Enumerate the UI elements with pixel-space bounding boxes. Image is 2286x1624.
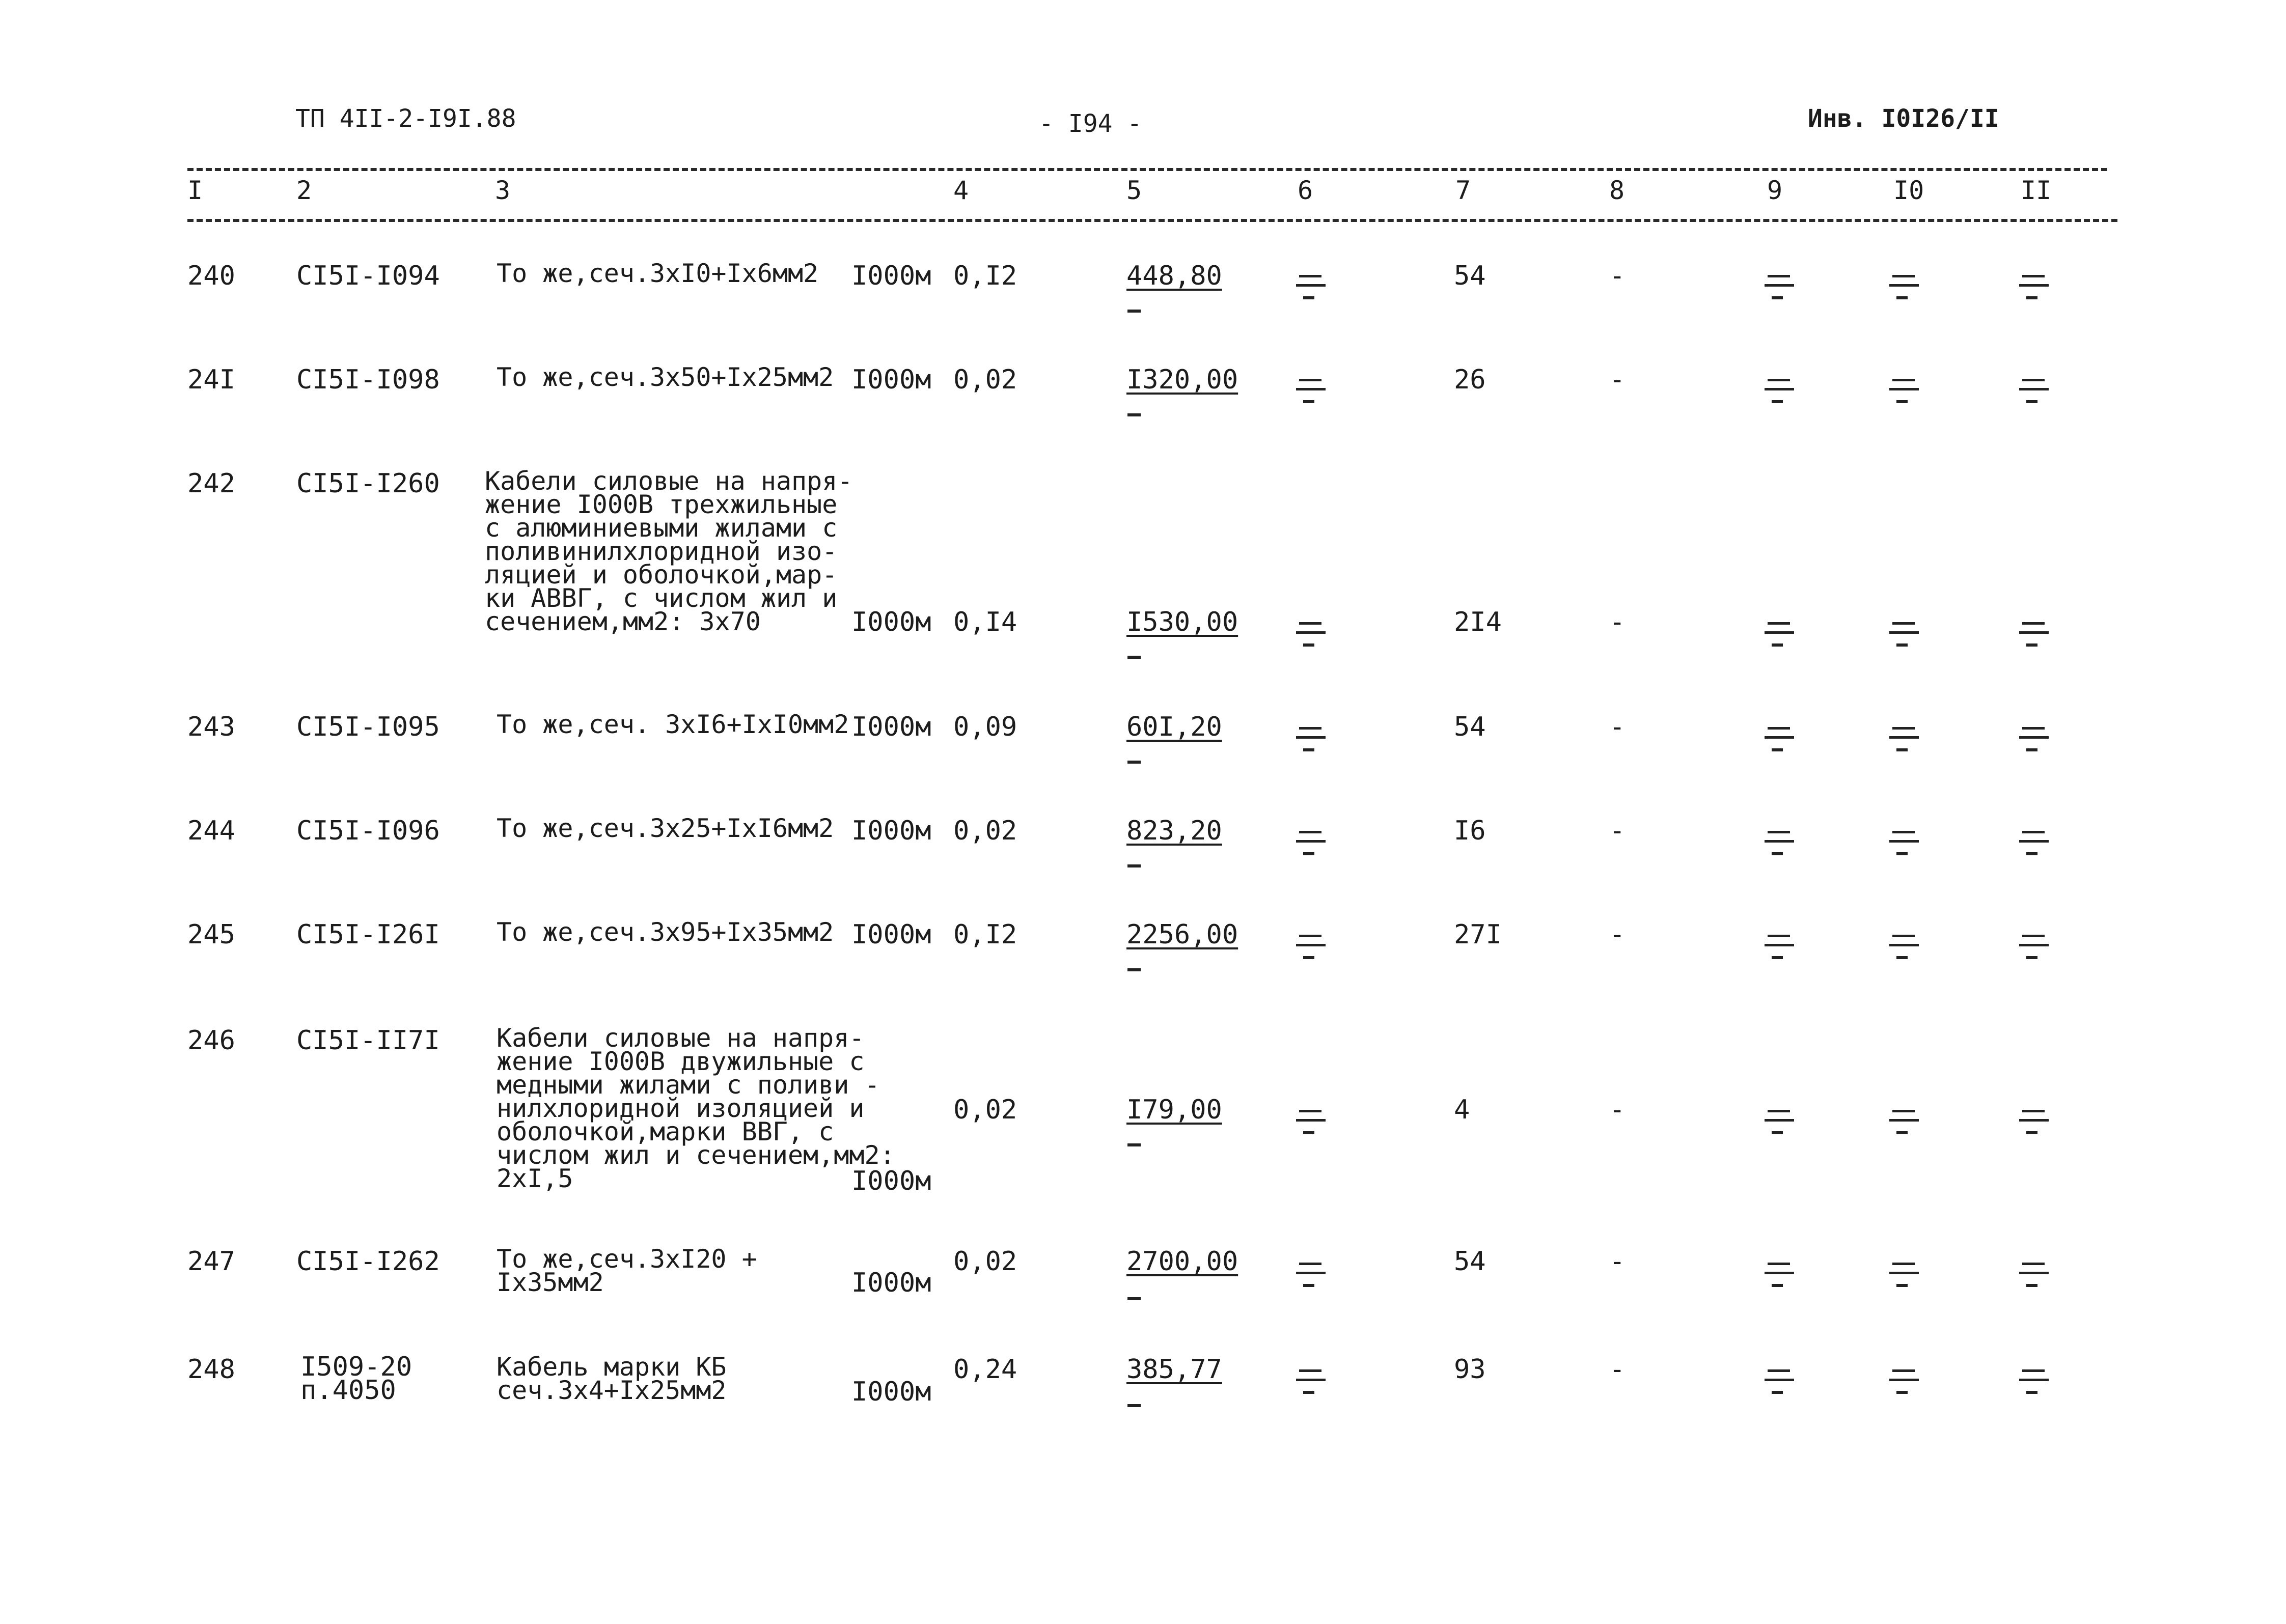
row-description: Кабели силовые на напря- жение I000В трехжильные с алюминиевыми жилами с поливинилхлоридной изо- ляцией и оболочкой,мар- ки АВВГ, с числом жил и сечением,мм2: 3х70 xyxy=(485,466,853,636)
row-description: То же,сеч.3хI0+Iх6мм2 xyxy=(497,259,819,288)
dash-mark xyxy=(1127,968,1141,971)
col-header-1: I xyxy=(187,176,203,205)
ditto-mark xyxy=(1296,1369,1327,1395)
row-number: 245 xyxy=(187,919,235,950)
row-price: 385,77 xyxy=(1126,1354,1222,1385)
row-number: 243 xyxy=(187,712,235,742)
ditto-mark xyxy=(1889,1263,1920,1288)
col-header-2: 2 xyxy=(296,176,312,205)
ditto-mark xyxy=(2019,379,2050,404)
row-col8: - xyxy=(1609,1095,1626,1125)
ditto-mark xyxy=(1765,1369,1795,1395)
header-rule-bottom xyxy=(187,219,2117,222)
ditto-mark xyxy=(1889,275,1920,300)
ditto-mark xyxy=(1296,727,1327,752)
col-header-9: 9 xyxy=(1767,176,1783,205)
row-quantity: 0,24 xyxy=(953,1354,1017,1385)
row-unit: I000м xyxy=(851,1268,931,1298)
row-unit: I000м xyxy=(851,365,931,395)
doc-code: ТП 4II-2-I9I.88 xyxy=(295,104,516,133)
row-price: I530,00 xyxy=(1126,607,1238,637)
row-col7: 54 xyxy=(1454,1246,1486,1277)
row-price: 60I,20 xyxy=(1126,712,1222,742)
ditto-mark xyxy=(2019,1263,2050,1288)
dash-mark xyxy=(1127,413,1141,416)
ditto-mark xyxy=(2019,275,2050,300)
ditto-mark xyxy=(1296,935,1327,960)
header-rule-top xyxy=(187,168,2107,171)
row-col8: - xyxy=(1609,607,1626,637)
ditto-mark xyxy=(1296,1263,1327,1288)
col-header-7: 7 xyxy=(1455,176,1471,205)
ditto-mark xyxy=(2019,727,2050,752)
row-unit: I000м xyxy=(851,919,931,950)
ditto-mark xyxy=(1765,1263,1795,1288)
inventory-number: Инв. I0I26/II xyxy=(1808,104,1999,133)
dash-mark xyxy=(1127,1143,1141,1146)
ditto-mark xyxy=(1296,275,1327,300)
row-price: 823,20 xyxy=(1126,816,1222,846)
col-header-6: 6 xyxy=(1298,176,1313,205)
ditto-mark xyxy=(1296,622,1327,648)
ditto-mark xyxy=(1889,831,1920,856)
row-price: 448,80 xyxy=(1126,261,1222,291)
col-header-8: 8 xyxy=(1609,176,1625,205)
row-col7: 54 xyxy=(1454,712,1486,742)
row-col8: - xyxy=(1609,261,1626,291)
row-quantity: 0,02 xyxy=(953,816,1017,846)
ditto-mark xyxy=(2019,1369,2050,1395)
dash-mark xyxy=(1127,864,1141,867)
row-description: То же,сеч.3х25+IхI6мм2 xyxy=(497,814,834,843)
row-quantity: 0,02 xyxy=(953,1246,1017,1277)
row-unit: I000м xyxy=(851,1166,931,1196)
ditto-mark xyxy=(1765,727,1795,752)
row-code: CI5I-I262 xyxy=(296,1246,440,1277)
row-code: CI5I-I094 xyxy=(296,261,440,291)
row-unit: I000м xyxy=(851,261,931,291)
row-code: CI5I-II7I xyxy=(296,1025,440,1056)
row-description: То же,сеч.3х95+Iх35мм2 xyxy=(497,917,834,947)
row-col8: - xyxy=(1609,365,1626,395)
row-unit: I000м xyxy=(851,1377,931,1407)
row-code: CI5I-I098 xyxy=(296,365,440,395)
row-price: 2700,00 xyxy=(1126,1246,1238,1277)
row-number: 242 xyxy=(187,468,235,499)
row-unit: I000м xyxy=(851,712,931,742)
col-header-4: 4 xyxy=(953,176,969,205)
dash-mark xyxy=(1127,1297,1141,1300)
row-col7: 4 xyxy=(1454,1095,1470,1125)
row-number: 248 xyxy=(187,1354,235,1385)
ditto-mark xyxy=(1889,622,1920,648)
row-col8: - xyxy=(1609,816,1626,846)
row-code: I509-20 п.4050 xyxy=(300,1352,412,1406)
ditto-mark xyxy=(1765,379,1795,404)
row-unit: I000м xyxy=(851,607,931,637)
ditto-mark xyxy=(1889,727,1920,752)
ditto-mark xyxy=(1889,935,1920,960)
row-quantity: 0,09 xyxy=(953,712,1017,742)
row-code: CI5I-I26I xyxy=(296,919,440,950)
row-col8: - xyxy=(1609,1246,1626,1277)
row-col7: 26 xyxy=(1454,365,1486,395)
dash-mark xyxy=(1127,656,1141,659)
ditto-mark xyxy=(2019,935,2050,960)
row-price: I320,00 xyxy=(1126,365,1238,395)
page-number: - I94 - xyxy=(1039,109,1142,138)
row-number: 244 xyxy=(187,816,235,846)
row-col8: - xyxy=(1609,919,1626,950)
row-col7: 54 xyxy=(1454,261,1486,291)
ditto-mark xyxy=(1296,379,1327,404)
ditto-mark xyxy=(2019,622,2050,648)
row-code: CI5I-I095 xyxy=(296,712,440,742)
col-header-3: 3 xyxy=(495,176,511,205)
row-code: CI5I-I260 xyxy=(296,468,440,499)
col-header-10: I0 xyxy=(1893,176,1924,205)
ditto-mark xyxy=(1889,1369,1920,1395)
row-col7: I6 xyxy=(1454,816,1486,846)
ditto-mark xyxy=(1296,831,1327,856)
row-price: I79,00 xyxy=(1126,1095,1222,1125)
row-quantity: 0,I2 xyxy=(953,919,1017,950)
row-col7: 27I xyxy=(1454,919,1502,950)
row-code: CI5I-I096 xyxy=(296,816,440,846)
ditto-mark xyxy=(1765,275,1795,300)
col-header-5: 5 xyxy=(1126,176,1142,205)
row-number: 24I xyxy=(187,365,235,395)
dash-mark xyxy=(1127,1404,1141,1407)
col-header-11: II xyxy=(2021,176,2052,205)
row-quantity: 0,02 xyxy=(953,1095,1017,1125)
dash-mark xyxy=(1127,761,1141,764)
ditto-mark xyxy=(1889,379,1920,404)
row-description: То же,сеч. 3хI6+IхI0мм2 xyxy=(497,710,849,739)
ditto-mark xyxy=(1765,1110,1795,1135)
row-quantity: 0,02 xyxy=(953,365,1017,395)
row-number: 240 xyxy=(187,261,235,291)
ditto-mark xyxy=(1765,622,1795,648)
ditto-mark xyxy=(2019,831,2050,856)
row-col8: - xyxy=(1609,1354,1626,1385)
row-unit: I000м xyxy=(851,816,931,846)
row-col7: 2I4 xyxy=(1454,607,1502,637)
row-number: 246 xyxy=(187,1025,235,1056)
row-col8: - xyxy=(1609,712,1626,742)
ditto-mark xyxy=(1296,1110,1327,1135)
ditto-mark xyxy=(1765,831,1795,856)
row-description: Кабели силовые на напря- жение I000В двужильные с медными жилами с поливи - нилхлоридной изоляцией и оболочкой,марки ВВГ, с числом жил и сечением,мм2: 2хI,5 xyxy=(497,1023,895,1193)
ditto-mark xyxy=(2019,1110,2050,1135)
row-quantity: 0,I4 xyxy=(953,607,1017,637)
row-col7: 93 xyxy=(1454,1354,1486,1385)
row-number: 247 xyxy=(187,1246,235,1277)
row-price: 2256,00 xyxy=(1126,919,1238,950)
row-quantity: 0,I2 xyxy=(953,261,1017,291)
row-description: Кабель марки КБ сеч.3х4+Iх25мм2 xyxy=(497,1352,727,1405)
row-description: То же,сеч.3х50+Iх25мм2 xyxy=(497,362,834,392)
dash-mark xyxy=(1127,310,1141,313)
ditto-mark xyxy=(1765,935,1795,960)
row-description: То же,сеч.3хI20 + Iх35мм2 xyxy=(497,1244,757,1297)
ditto-mark xyxy=(1889,1110,1920,1135)
